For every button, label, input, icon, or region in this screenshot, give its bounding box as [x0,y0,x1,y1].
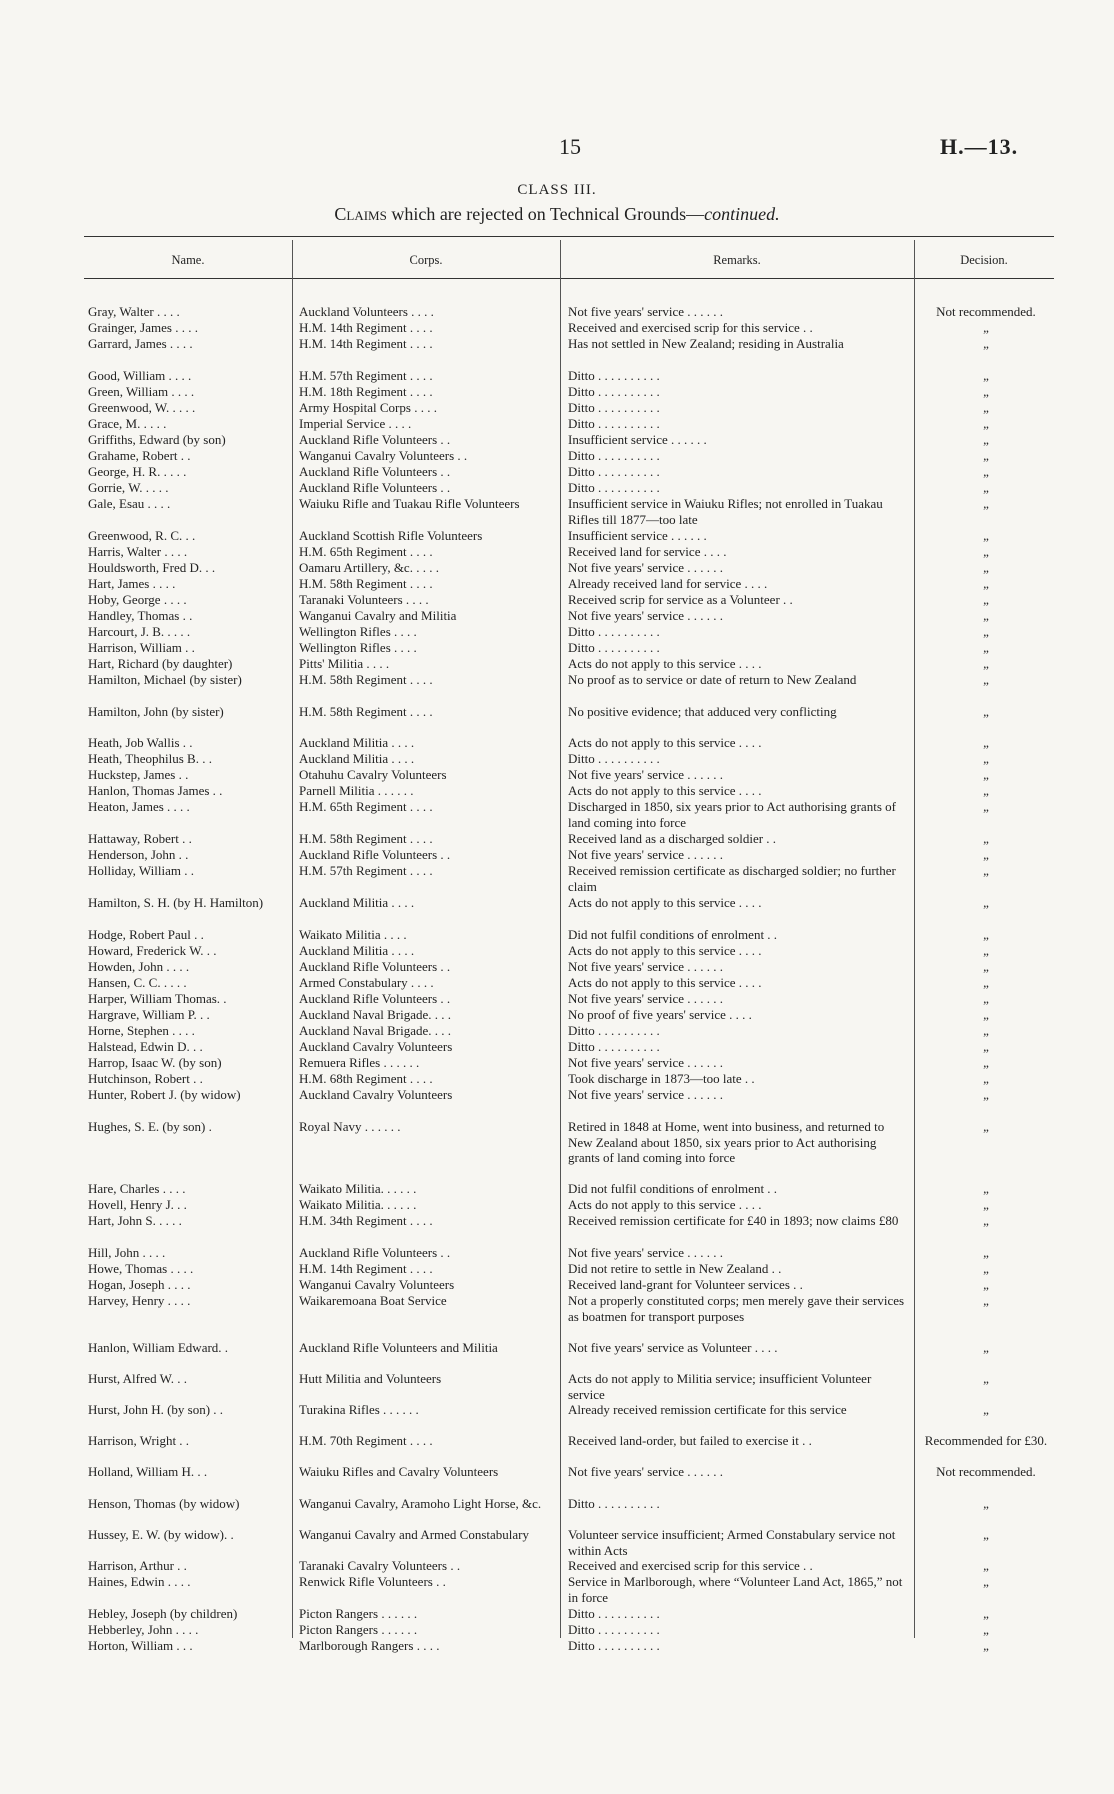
row-remarks: Acts do not apply to this service . . . . [568,895,762,910]
row-corps: Auckland Rifle Volunteers . . [299,847,451,862]
row-corps: Auckland Rifle Volunteers . . [299,464,451,479]
row-corps: Auckland Naval Brigade. . . . [299,1007,451,1022]
row-name: Heath, Theophilus B. . . [88,751,212,766]
row-corps: Waiuku Rifles and Cavalry Volunteers [299,1464,499,1479]
row-decision: „ [983,751,989,766]
row-decision: „ [983,336,989,351]
row-name: Houldsworth, Fred D. . . [88,560,216,575]
row-corps: Wellington Rifles . . . . [299,624,417,639]
row-decision: „ [983,1638,989,1653]
row-name: Gorrie, W. . . . . [88,480,169,495]
row-remarks: Not five years' service . . . . . . [568,560,724,575]
row-name: Hebley, Joseph (by children) [88,1606,238,1621]
row-name: Heaton, James . . . . [88,799,190,814]
row-remarks: Not five years' service . . . . . . [568,304,724,319]
row-decision: „ [983,1087,989,1102]
row-decision: „ [983,1527,989,1542]
row-remarks: Acts do not apply to this service . . . . [568,735,762,750]
row-name: Harrison, Wright . . [88,1433,190,1448]
row-remarks: Acts do not apply to Militia service; insufficient Volunteer service [568,1371,872,1402]
row-decision: „ [983,528,989,543]
row-remarks: Ditto . . . . . . . . . . [568,416,660,431]
row-name: Hovell, Henry J. . . [88,1197,187,1212]
row-remarks: Not five years' service . . . . . . [568,1245,724,1260]
row-corps: Auckland Scottish Rifle Volunteers [299,528,483,543]
row-remarks: Discharged in 1850, six years prior to Act authorising grants of land coming into force [568,799,896,830]
row-corps: Remuera Rifles . . . . . . [299,1055,420,1070]
page-number: 15 [559,134,581,159]
row-corps: Auckland Militia . . . . [299,895,415,910]
row-remarks: Already received remission certificate for this service [568,1402,847,1417]
row-name: Harrop, Isaac W. (by son) [88,1055,222,1070]
column-header-remarks: Remarks. [713,253,761,267]
row-remarks: Already received land for service . . . . [568,576,768,591]
row-corps: Waikaremoana Boat Service [299,1293,447,1308]
row-remarks: Ditto . . . . . . . . . . [568,464,660,479]
row-name: Horton, William . . . [88,1638,193,1653]
row-remarks: Ditto . . . . . . . . . . [568,480,660,495]
row-name: Good, William . . . . [88,368,192,383]
row-decision: „ [983,1293,989,1308]
row-name: Hughes, S. E. (by son) . [88,1119,212,1134]
row-remarks: Ditto . . . . . . . . . . [568,400,660,415]
row-corps: Hutt Militia and Volunteers [299,1371,442,1386]
row-remarks: No proof as to service or date of return to New Zealand [568,672,857,687]
row-corps: Armed Constabulary . . . . [299,975,434,990]
row-corps: H.M. 57th Regiment . . . . [299,368,433,383]
row-remarks: Not five years' service . . . . . . [568,847,724,862]
row-name: Griffiths, Edward (by son) [88,432,226,447]
row-remarks: Retired in 1848 at Home, went into business, and returned to New Zealand about 1850, six years prior to Act authorising grants of land coming into force [568,1119,885,1166]
row-decision: „ [983,863,989,878]
row-remarks: Not five years' service . . . . . . [568,608,724,623]
row-corps: Taranaki Volunteers . . . . [299,592,429,607]
row-name: Hanlon, William Edward. . [88,1340,229,1355]
row-remarks: Received scrip for service as a Volunteer . . [568,592,793,607]
row-decision: „ [983,1181,989,1196]
row-remarks: Not five years' service . . . . . . [568,991,724,1006]
row-decision: „ [983,1213,989,1228]
row-decision: „ [983,1197,989,1212]
row-decision: Not recommended. [936,1464,1036,1479]
row-corps: Auckland Rifle Volunteers . . [299,991,451,1006]
row-decision: „ [983,1023,989,1038]
row-decision: „ [983,480,989,495]
class-title: CLASS III. [517,182,597,198]
row-corps: Auckland Rifle Volunteers . . [299,480,451,495]
row-corps: H.M. 14th Regiment . . . . [299,320,433,335]
row-name: Garrard, James . . . . [88,336,193,351]
row-name: Grahame, Robert . . [88,448,191,463]
row-remarks: Received and exercised scrip for this service . . [568,320,813,335]
row-name: Gale, Esau . . . . [88,496,171,511]
row-name: Hutchinson, Robert . . [88,1071,203,1086]
row-name: Hill, John . . . . [88,1245,166,1260]
row-decision: „ [983,464,989,479]
row-decision: „ [983,544,989,559]
row-name: Horne, Stephen . . . . [88,1023,195,1038]
row-name: Green, William . . . . [88,384,195,399]
row-remarks: Ditto . . . . . . . . . . [568,624,660,639]
column-header-decision: Decision. [960,253,1008,267]
row-corps: H.M. 14th Regiment . . . . [299,1261,433,1276]
row-remarks: No positive evidence; that adduced very conflicting [568,704,837,719]
row-remarks: Ditto . . . . . . . . . . [568,1638,660,1653]
row-name: Heath, Job Wallis . . [88,735,193,750]
column-header-corps: Corps. [409,253,443,267]
row-decision: „ [983,975,989,990]
row-name: Harrison, William . . [88,640,195,655]
row-name: Harris, Walter . . . . [88,544,188,559]
row-remarks: Ditto . . . . . . . . . . [568,368,660,383]
row-corps: Auckland Cavalry Volunteers [299,1087,453,1102]
row-remarks: Took discharge in 1873—too late . . [568,1071,755,1086]
row-decision: „ [983,704,989,719]
row-remarks: Not five years' service . . . . . . [568,1055,724,1070]
row-decision: „ [983,1574,989,1589]
row-corps: H.M. 65th Regiment . . . . [299,799,433,814]
row-corps: Imperial Service . . . . [299,416,412,431]
row-corps: Auckland Rifle Volunteers . . [299,432,451,447]
row-decision: „ [983,368,989,383]
row-corps: Auckland Volunteers . . . . [299,304,434,319]
row-remarks: Acts do not apply to this service . . . . [568,1197,762,1212]
row-remarks: Service in Marlborough, where “Volunteer Land Act, 1865,” not in force [568,1574,903,1605]
row-name: Handley, Thomas . . [88,608,193,623]
row-name: Holland, William H. . . [88,1464,208,1479]
row-corps: H.M. 34th Regiment . . . . [299,1213,433,1228]
row-remarks: Received land for service . . . . [568,544,727,559]
row-name: Hansen, C. C. . . . . [88,975,187,990]
header-bottom-rule [84,278,1054,279]
row-corps: Pitts' Militia . . . . [299,656,390,671]
row-decision: „ [983,1371,989,1386]
row-name: George, H. R. . . . . [88,464,187,479]
row-remarks: Not a properly constituted corps; men merely gave their services as boatmen for transport purposes [568,1293,905,1324]
row-corps: Wellington Rifles . . . . [299,640,417,655]
row-decision: „ [983,416,989,431]
row-decision: „ [983,320,989,335]
row-corps: H.M. 14th Regiment . . . . [299,336,433,351]
row-name: Hurst, John H. (by son) . . [88,1402,224,1417]
row-decision: „ [983,1071,989,1086]
row-decision: „ [983,1606,989,1621]
row-corps: H.M. 58th Regiment . . . . [299,576,433,591]
row-name: Harper, William Thomas. . [88,991,227,1006]
row-corps: H.M. 68th Regiment . . . . [299,1071,433,1086]
column-header-name: Name. [171,253,205,267]
row-name: Haines, Edwin . . . . [88,1574,191,1589]
row-name: Hoby, George . . . . [88,592,187,607]
row-remarks: No proof of five years' service . . . . [568,1007,752,1022]
row-decision: „ [983,799,989,814]
row-remarks: Did not fulfil conditions of enrolment . . [568,1181,778,1196]
row-decision: „ [983,1496,989,1511]
row-decision: Recommended for £30. [924,1433,1048,1448]
row-remarks: Insufficient service in Waiuku Rifles; not enrolled in Tuakau Rifles till 1877—too late [568,496,883,527]
row-decision: „ [983,448,989,463]
row-decision: „ [983,656,989,671]
row-remarks: Insufficient service . . . . . . [568,432,707,447]
row-decision: „ [983,1245,989,1260]
row-name: Harvey, Henry . . . . [88,1293,191,1308]
row-decision: „ [983,895,989,910]
row-name: Hart, James . . . . [88,576,176,591]
row-corps: Auckland Rifle Volunteers and Militia [299,1340,498,1355]
row-name: Hamilton, Michael (by sister) [88,672,242,687]
row-name: Holliday, William . . [88,863,194,878]
row-decision: „ [983,400,989,415]
column-divider [292,240,293,1638]
row-name: Howard, Frederick W. . . [88,943,217,958]
row-name: Hare, Charles . . . . [88,1181,186,1196]
row-remarks: Received and exercised scrip for this service . . [568,1558,813,1573]
row-corps: Turakina Rifles . . . . . . [299,1402,419,1417]
row-decision: „ [983,560,989,575]
row-decision: „ [983,943,989,958]
row-name: Hunter, Robert J. (by widow) [88,1087,241,1102]
row-remarks: Received land-grant for Volunteer services . . [568,1277,803,1292]
row-decision: „ [983,1007,989,1022]
row-decision: „ [983,496,989,511]
row-name: Hargrave, William P. . . [88,1007,210,1022]
row-name: Hodge, Robert Paul . . [88,927,204,942]
row-remarks: Ditto . . . . . . . . . . [568,1496,660,1511]
row-remarks: Received remission certificate as discharged soldier; no further claim [568,863,896,894]
row-corps: Wanganui Cavalry and Militia [299,608,457,623]
table-top-rule [84,236,1054,237]
row-corps: Army Hospital Corps . . . . [299,400,437,415]
row-name: Grace, M. . . . . [88,416,167,431]
row-decision: „ [983,1261,989,1276]
row-name: Hamilton, John (by sister) [88,704,224,719]
row-corps: Picton Rangers . . . . . . [299,1606,418,1621]
row-decision: „ [983,831,989,846]
row-remarks: Ditto . . . . . . . . . . [568,384,660,399]
row-corps: Waikato Militia. . . . . . [299,1197,417,1212]
row-corps: Taranaki Cavalry Volunteers . . [299,1558,461,1573]
row-corps: Marlborough Rangers . . . . [299,1638,440,1653]
row-decision: „ [983,384,989,399]
row-decision: „ [983,783,989,798]
row-decision: „ [983,1039,989,1054]
row-corps: Royal Navy . . . . . . [299,1119,401,1134]
row-corps: H.M. 70th Regiment . . . . [299,1433,433,1448]
row-decision: „ [983,672,989,687]
row-name: Hogan, Joseph . . . . [88,1277,191,1292]
row-decision: „ [983,1558,989,1573]
document-reference: H.—13. [940,134,1019,159]
row-remarks: Volunteer service insufficient; Armed Constabulary service not within Acts [568,1527,896,1558]
row-corps: Parnell Militia . . . . . . [299,783,414,798]
row-name: Grainger, James . . . . [88,320,198,335]
row-corps: H.M. 58th Regiment . . . . [299,831,433,846]
row-corps: Auckland Militia . . . . [299,943,415,958]
row-name: Harcourt, J. B. . . . . [88,624,191,639]
row-corps: Auckland Militia . . . . [299,751,415,766]
row-decision: „ [983,927,989,942]
row-name: Gray, Walter . . . . [88,304,180,319]
row-name: Hussey, E. W. (by widow). . [88,1527,234,1542]
row-decision: „ [983,432,989,447]
row-corps: Auckland Rifle Volunteers . . [299,1245,451,1260]
row-remarks: Did not fulfil conditions of enrolment . . [568,927,778,942]
column-divider [560,240,561,1638]
row-corps: Wanganui Cavalry and Armed Constabulary [299,1527,530,1542]
table-subtitle [0,204,1114,225]
row-decision: „ [983,640,989,655]
row-corps: Auckland Cavalry Volunteers [299,1039,453,1054]
row-corps: H.M. 18th Regiment . . . . [299,384,433,399]
row-corps: Wanganui Cavalry, Aramoho Light Horse, &c. [299,1496,542,1511]
row-corps: Renwick Rifle Volunteers . . [299,1574,446,1589]
row-name: Howe, Thomas . . . . [88,1261,194,1276]
row-name: Henderson, John . . [88,847,189,862]
row-remarks: Ditto . . . . . . . . . . [568,1023,660,1038]
row-decision: „ [983,735,989,750]
row-name: Harrison, Arthur . . [88,1558,187,1573]
row-name: Hart, Richard (by daughter) [88,656,233,671]
row-corps: Wanganui Cavalry Volunteers [299,1277,455,1292]
row-corps: Wanganui Cavalry Volunteers . . [299,448,468,463]
row-remarks: Not five years' service . . . . . . [568,1087,724,1102]
row-decision: „ [983,576,989,591]
row-remarks: Ditto . . . . . . . . . . [568,640,660,655]
row-corps: Auckland Naval Brigade. . . . [299,1023,451,1038]
row-remarks: Received land-order, but failed to exercise it . . [568,1433,812,1448]
row-decision: „ [983,991,989,1006]
row-name: Hurst, Alfred W. . . [88,1371,187,1386]
row-corps: Waikato Militia . . . . [299,927,407,942]
row-name: Hart, John S. . . . . [88,1213,182,1228]
row-decision: „ [983,1277,989,1292]
row-decision: „ [983,767,989,782]
row-remarks: Insufficient service . . . . . . [568,528,707,543]
row-decision: „ [983,1622,989,1637]
row-name: Halstead, Edwin D. . . [88,1039,203,1054]
row-remarks: Ditto . . . . . . . . . . [568,751,660,766]
row-decision: „ [983,624,989,639]
row-remarks: Has not settled in New Zealand; residing in Australia [568,336,844,351]
row-name: Hanlon, Thomas James . . [88,783,223,798]
subtitle-main: which are rejected on Technical Grounds— [386,204,705,224]
row-decision: „ [983,847,989,862]
row-decision: „ [983,1402,989,1417]
row-name: Hebberley, John . . . . [88,1622,199,1637]
row-name: Huckstep, James . . [88,767,189,782]
subtitle-tail: continued. [704,204,780,224]
row-decision: „ [983,608,989,623]
row-remarks: Acts do not apply to this service . . . . [568,943,762,958]
row-corps: Picton Rangers . . . . . . [299,1622,418,1637]
subtitle-lead: Claims [334,204,387,224]
row-decision: „ [983,959,989,974]
row-remarks: Ditto . . . . . . . . . . [568,1039,660,1054]
row-decision: „ [983,1055,989,1070]
row-remarks: Received land as a discharged soldier . . [568,831,777,846]
row-corps: Otahuhu Cavalry Volunteers [299,767,447,782]
row-name: Hamilton, S. H. (by H. Hamilton) [88,895,264,910]
row-decision: „ [983,592,989,607]
row-remarks: Ditto . . . . . . . . . . [568,1606,660,1621]
row-remarks: Acts do not apply to this service . . . . [568,783,762,798]
row-corps: Oamaru Artillery, &c. . . . . [299,560,439,575]
row-corps: Waikato Militia. . . . . . [299,1181,417,1196]
row-remarks: Not five years' service . . . . . . [568,1464,724,1479]
column-divider [914,240,915,1638]
row-remarks: Ditto . . . . . . . . . . [568,448,660,463]
row-name: Hattaway, Robert . . [88,831,192,846]
row-remarks: Not five years' service as Volunteer . . . . [568,1340,778,1355]
row-remarks: Not five years' service . . . . . . [568,767,724,782]
row-name: Henson, Thomas (by widow) [88,1496,240,1511]
row-corps: H.M. 57th Regiment . . . . [299,863,433,878]
row-corps: H.M. 58th Regiment . . . . [299,672,433,687]
row-corps: Waiuku Rifle and Tuakau Rifle Volunteers [299,496,520,511]
row-decision: Not recommended. [936,304,1036,319]
row-remarks: Acts do not apply to this service . . . . [568,975,762,990]
row-remarks: Acts do not apply to this service . . . . [568,656,762,671]
row-remarks: Not five years' service . . . . . . [568,959,724,974]
row-decision: „ [983,1340,989,1355]
row-name: Greenwood, W. . . . . [88,400,196,415]
row-remarks: Ditto . . . . . . . . . . [568,1622,660,1637]
row-name: Greenwood, R. C. . . [88,528,196,543]
row-name: Howden, John . . . . [88,959,190,974]
row-corps: Auckland Rifle Volunteers . . [299,959,451,974]
row-remarks: Did not retire to settle in New Zealand . . [568,1261,782,1276]
row-decision: „ [983,1119,989,1134]
row-corps: H.M. 58th Regiment . . . . [299,704,433,719]
row-corps: Auckland Militia . . . . [299,735,415,750]
row-corps: H.M. 65th Regiment . . . . [299,544,433,559]
row-remarks: Received remission certificate for £40 in 1893; now claims £80 [568,1213,899,1228]
